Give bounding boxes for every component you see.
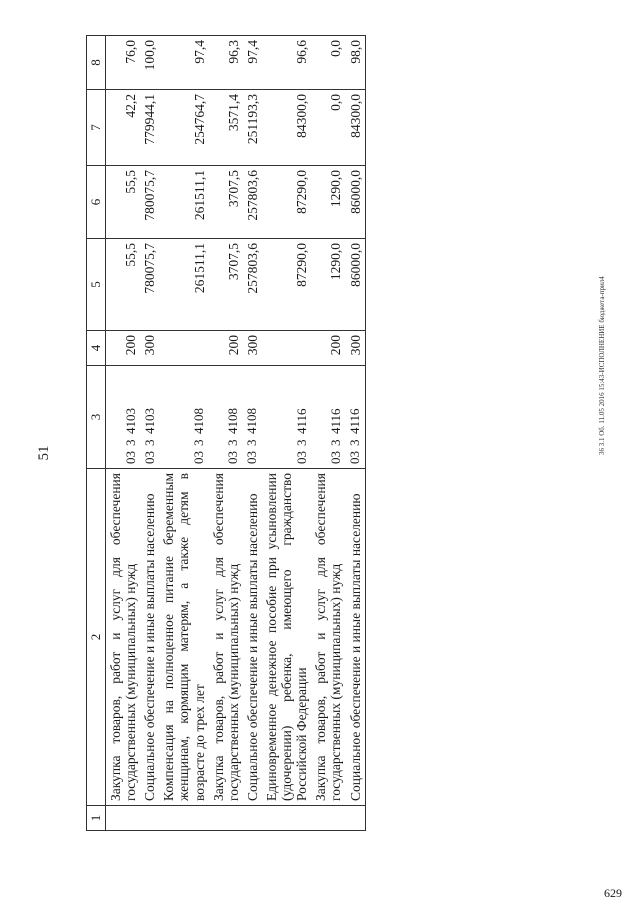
code-pr: 3: [347, 439, 363, 446]
cell-c7: 254764,7: [159, 90, 208, 166]
cell-vr: 300: [243, 331, 262, 366]
cell-col1: [262, 806, 311, 831]
code-rz: 03: [141, 451, 157, 464]
table-row: [346, 36, 366, 831]
cell-c5: 261511,1: [159, 239, 208, 331]
code-rz: 03: [327, 451, 343, 464]
code-pr: 3: [244, 439, 260, 446]
cell-c6: 780075,7: [140, 166, 159, 239]
cell-codes: [209, 366, 243, 469]
cell-c6: 87290,0: [262, 166, 311, 239]
cell-c5: 257803,6: [243, 239, 262, 331]
code-rz: 03: [191, 451, 207, 464]
cell-name: Компенсация на полноценное питание беременным женщинам, кормящим матерям, а также детям в возрасте до трех лет: [159, 469, 208, 806]
cell-col1: [140, 806, 159, 831]
table-row: [159, 36, 208, 831]
column-header: 8: [87, 36, 106, 90]
cell-c6: 261511,1: [159, 166, 208, 239]
cell-c6: 3707,5: [209, 166, 243, 239]
code-pr: 3: [141, 439, 157, 446]
cell-vr: 200: [106, 331, 141, 366]
cell-c7: 84300,0: [346, 90, 366, 166]
cell-c5: 55,5: [106, 239, 141, 331]
cell-c7: 3571,4: [209, 90, 243, 166]
cell-name: Закупка товаров, работ и услуг для обеспечения государственных (муниципальных) нужд: [311, 469, 345, 806]
page-number-top: 51: [36, 445, 52, 461]
cell-c8: 97,4: [159, 36, 208, 90]
cell-codes: [346, 366, 366, 469]
cell-c6: 86000,0: [346, 166, 366, 239]
cell-col1: [243, 806, 262, 831]
cell-c7: 0,0: [311, 90, 345, 166]
cell-codes: [311, 366, 345, 469]
cell-name: Социальное обеспечение и иные выплаты населению: [140, 469, 159, 806]
column-header: 1: [87, 806, 106, 831]
table-row: [243, 36, 262, 831]
cell-c8: 100,0: [140, 36, 159, 90]
code-csr: 4108: [191, 408, 207, 434]
cell-c7: 779944,1: [140, 90, 159, 166]
cell-codes: [106, 366, 141, 469]
cell-c8: 0,0: [311, 36, 345, 90]
cell-c7: 42,2: [106, 90, 141, 166]
code-pr: 3: [122, 439, 138, 446]
column-header: 2: [87, 469, 106, 806]
table-header-row: [87, 36, 106, 831]
cell-vr: [159, 331, 208, 366]
cell-name: Закупка товаров, работ и услуг для обеспечения государственных (муниципальных) нужд: [209, 469, 243, 806]
cell-name: Закупка товаров, работ и услуг для обеспечения государственных (муниципальных) нужд: [106, 469, 141, 806]
cell-c5: 87290,0: [262, 239, 311, 331]
code-rz: 03: [293, 451, 309, 464]
table-row: [140, 36, 159, 831]
cell-c5: 86000,0: [346, 239, 366, 331]
table-row: [209, 36, 243, 831]
cell-col1: [106, 806, 141, 831]
cell-codes: [243, 366, 262, 469]
table-row: [262, 36, 311, 831]
code-pr: 3: [191, 439, 207, 446]
code-rz: 03: [225, 451, 241, 464]
code-csr: 4103: [122, 408, 138, 434]
cell-name: Социальное обеспечение и иные выплаты населению: [346, 469, 366, 806]
code-csr: 4116: [327, 408, 343, 434]
cell-codes: [262, 366, 311, 469]
cell-vr: 300: [346, 331, 366, 366]
column-header: 6: [87, 166, 106, 239]
document-stamp: 36 3.1 Об. 11.05 2016 15:43-ИСПОЛНЕНИЕ бюджета-прил4: [598, 276, 606, 455]
cell-vr: [262, 331, 311, 366]
cell-c5: 780075,7: [140, 239, 159, 331]
code-pr: 3: [293, 439, 309, 446]
cell-c6: 1290,0: [311, 166, 345, 239]
code-rz: 03: [122, 451, 138, 464]
cell-c8: 76,0: [106, 36, 141, 90]
cell-name: Социальное обеспечение и иные выплаты населению: [243, 469, 262, 806]
cell-c7: 84300,0: [262, 90, 311, 166]
cell-c8: 97,4: [243, 36, 262, 90]
cell-c6: 55,5: [106, 166, 141, 239]
column-header: 4: [87, 331, 106, 366]
cell-name: Единовременное денежное пособие при усыновлении (удочерении) ребенка, имеющего гражданство Российской Федерации: [262, 469, 311, 806]
column-header: 3: [87, 366, 106, 469]
code-csr: 4116: [347, 408, 363, 434]
cell-vr: 200: [311, 331, 345, 366]
cell-c8: 96,6: [262, 36, 311, 90]
budget-table: [86, 35, 366, 831]
code-rz: 03: [347, 451, 363, 464]
column-header: 5: [87, 239, 106, 331]
cell-c8: 98,0: [346, 36, 366, 90]
cell-c8: 96,3: [209, 36, 243, 90]
cell-vr: 200: [209, 331, 243, 366]
page-number-bottom: 629: [604, 886, 622, 900]
code-rz: 03: [244, 451, 260, 464]
cell-c5: 3707,5: [209, 239, 243, 331]
code-csr: 4108: [244, 408, 260, 434]
cell-codes: [140, 366, 159, 469]
cell-col1: [346, 806, 366, 831]
column-header: 7: [87, 90, 106, 166]
table-row: [106, 36, 141, 831]
code-csr: 4116: [293, 408, 309, 434]
table-row: [311, 36, 345, 831]
cell-col1: [311, 806, 345, 831]
cell-c5: 1290,0: [311, 239, 345, 331]
cell-c6: 257803,6: [243, 166, 262, 239]
code-csr: 4103: [141, 408, 157, 434]
cell-c7: 251193,3: [243, 90, 262, 166]
code-pr: 3: [225, 439, 241, 446]
code-pr: 3: [327, 439, 343, 446]
cell-vr: 300: [140, 331, 159, 366]
cell-col1: [209, 806, 243, 831]
cell-col1: [159, 806, 208, 831]
cell-codes: [159, 366, 208, 469]
budget-table-rotated-container: [86, 36, 556, 831]
code-csr: 4108: [225, 408, 241, 434]
